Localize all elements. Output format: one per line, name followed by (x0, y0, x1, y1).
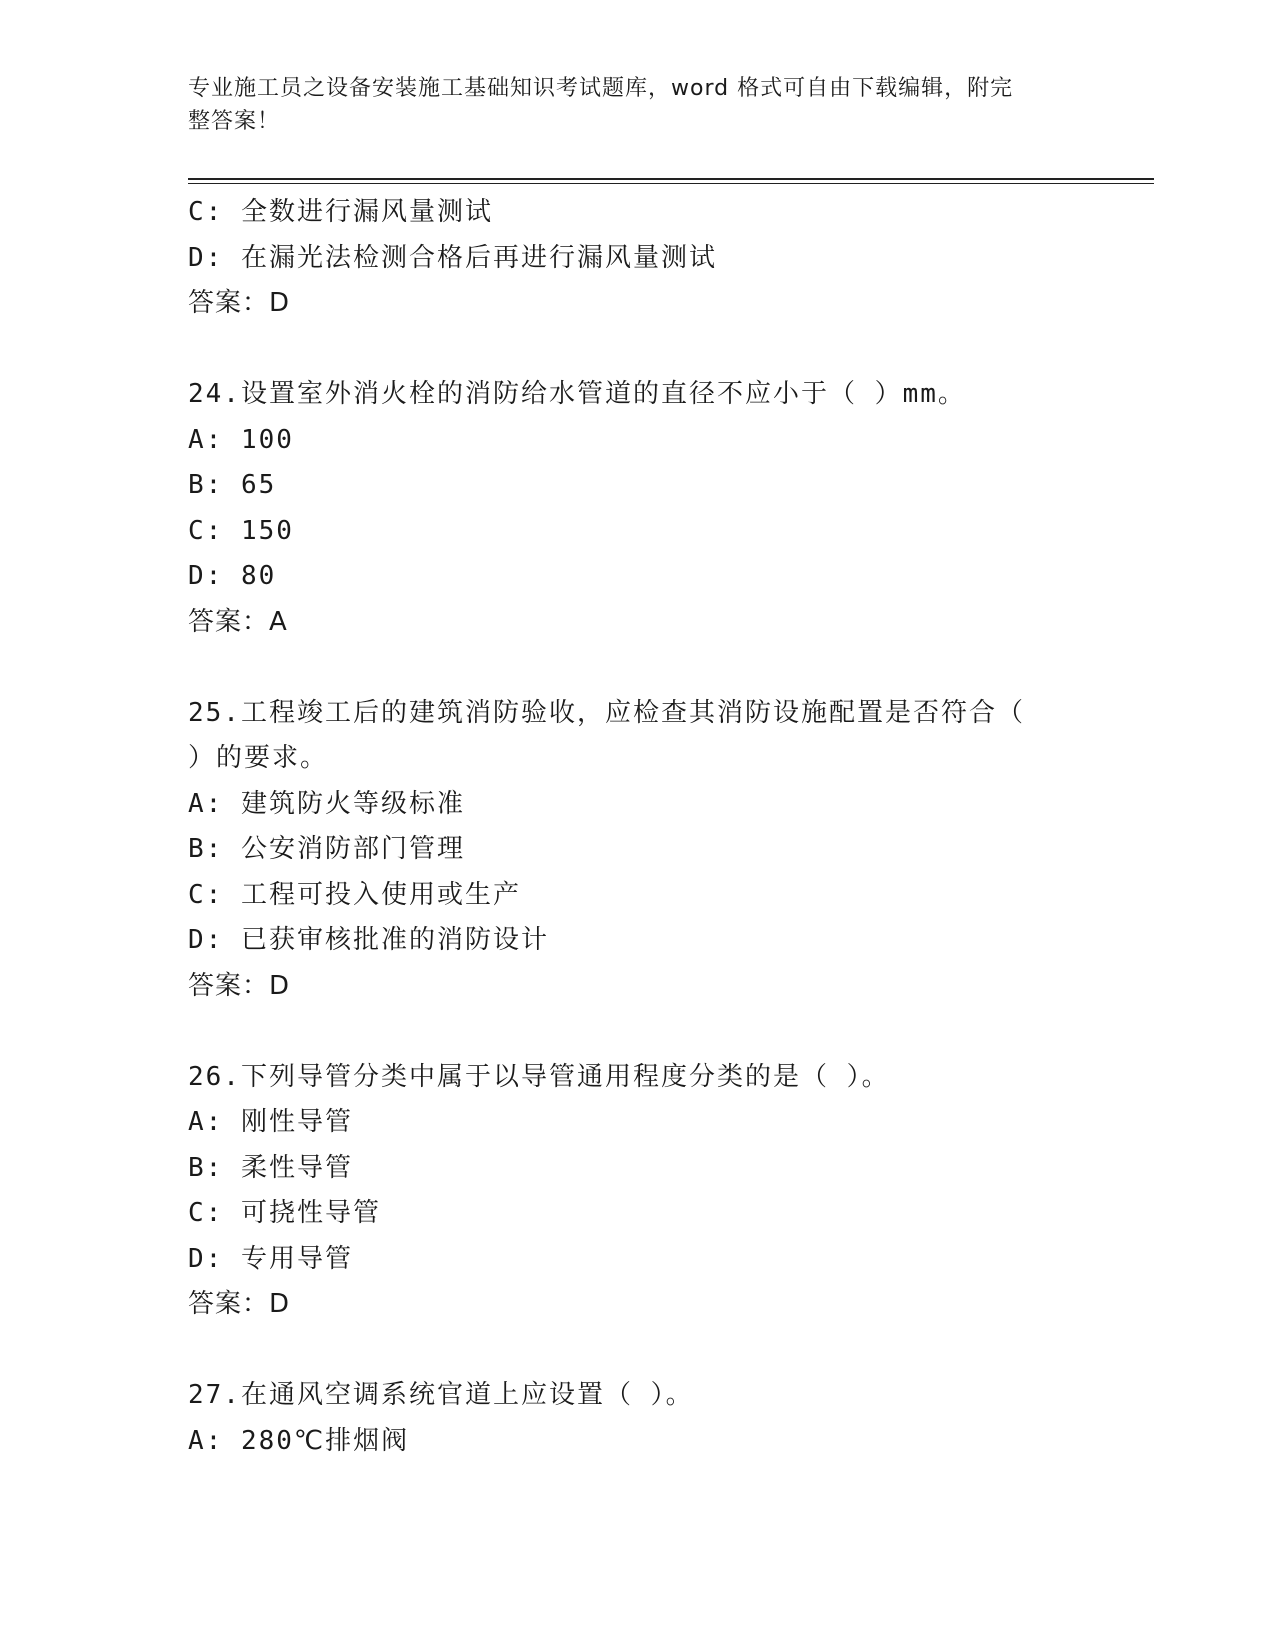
question-content (188, 190, 1088, 1464)
question-24-text: 24.设置室外消火栓的消防给水管道的直径不应小于（ ）mm。 (188, 379, 966, 409)
question-26-option-d: D: 专用导管 (188, 1243, 353, 1274)
question-25-option-a: A: 建筑防火等级标准 (188, 788, 465, 819)
question-24-option-b: B: 65 (188, 470, 277, 500)
spacer (188, 645, 1088, 691)
question-25-option-c: C: 工程可投入使用或生产 (188, 879, 521, 910)
prev-option-d: D: 在漏光法检测合格后再进行漏风量测试 (188, 242, 717, 273)
header-divider-thin (188, 183, 1154, 184)
spacer (188, 1009, 1088, 1055)
question-25-text-line-1: 25.工程竣工后的建筑消防验收，应检查其消防设施配置是否符合（ (188, 697, 1025, 728)
document-header (188, 72, 1068, 138)
question-25-text-line-2: ）的要求。 (188, 743, 329, 773)
question-27-text: 27.在通风空调系统官道上应设置（ ）。 (188, 1380, 694, 1410)
question-25-option-d: D: 已获审核批准的消防设计 (188, 925, 549, 955)
header-line-1: 专业施工员之设备安装施工基础知识考试题库，word 格式可自由下载编辑，附完 (188, 76, 1014, 101)
prev-answer: 答案：D (188, 288, 291, 318)
header-divider-thick (188, 178, 1154, 180)
question-26-option-c: C: 可挠性导管 (188, 1198, 381, 1228)
question-25-option-b: B: 公安消防部门管理 (188, 834, 465, 864)
question-26-option-a: A: 刚性导管 (188, 1107, 353, 1137)
spacer (188, 327, 1088, 373)
question-26-answer: 答案：D (188, 1289, 291, 1319)
question-24-option-d: D: 80 (188, 561, 277, 591)
question-24-answer: 答案：A (188, 606, 288, 637)
question-26-option-b: B: 柔性导管 (188, 1152, 353, 1183)
question-27-option-a: A: 280℃排烟阀 (188, 1425, 410, 1456)
header-line-2: 整答案！ (188, 109, 281, 134)
question-25-answer: 答案：D (188, 970, 291, 1001)
question-24-option-a: A: 100 (188, 424, 294, 455)
question-26-text: 26.下列导管分类中属于以导管通用程度分类的是（ ）。 (188, 1061, 890, 1092)
spacer (188, 1328, 1088, 1374)
question-24-option-c: C: 150 (188, 515, 294, 546)
prev-option-c: C: 全数进行漏风量测试 (188, 197, 493, 227)
